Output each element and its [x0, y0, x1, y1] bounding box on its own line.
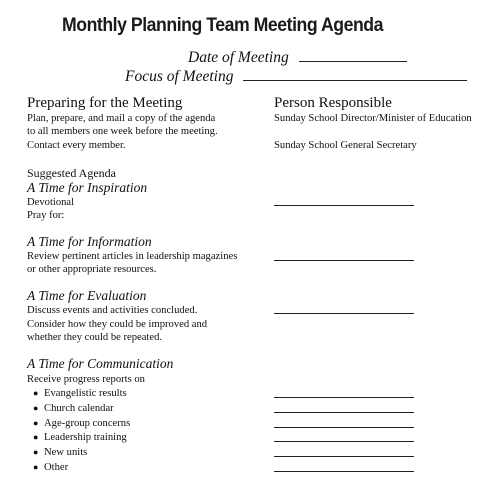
- page-title: Monthly Planning Team Meeting Agenda: [62, 15, 383, 36]
- evaluation-line-3: whether they could be repeated.: [27, 332, 163, 343]
- list-item: [33, 401, 130, 416]
- list-item: [33, 445, 130, 460]
- bullet-icon: ●: [33, 417, 39, 428]
- preparing-line-1: Plan, prepare, and mail a copy of the agenda: [27, 113, 216, 124]
- focus-of-meeting-blank: [243, 66, 467, 81]
- inspiration-line-1: Devotional: [27, 197, 75, 208]
- date-of-meeting-field: [188, 47, 407, 67]
- person-responsible-1: Sunday School Director/Minister of Education: [274, 113, 472, 124]
- information-title: A Time for Information: [27, 234, 152, 249]
- evaluation-line-2: Consider how they could be improved and: [27, 319, 208, 330]
- list-item-label: New units: [44, 447, 88, 459]
- preparing-line-3: Contact every member.: [27, 140, 126, 151]
- inspiration-title: A Time for Inspiration: [27, 180, 148, 195]
- inspiration-responsible-blank: [274, 205, 414, 206]
- communication-title: A Time for Communication: [27, 356, 174, 371]
- information-line-1: Review pertinent articles in leadership magazines: [27, 251, 238, 262]
- progress-report-list: [33, 386, 130, 475]
- church-calendar-blank: [274, 412, 414, 413]
- information-responsible-blank: [274, 260, 414, 261]
- new-units-blank: [274, 456, 414, 457]
- preparing-heading: Preparing for the Meeting: [27, 95, 183, 111]
- list-item-label: Evangelistic results: [44, 388, 127, 399]
- leadership-training-blank: [274, 441, 414, 442]
- bullet-icon: ●: [33, 461, 39, 472]
- date-of-meeting-label: Date of Meeting: [188, 49, 289, 66]
- inspiration-line-2: Pray for:: [27, 210, 65, 221]
- evaluation-line-1: Discuss events and activities concluded.: [27, 305, 198, 316]
- list-item: [33, 460, 130, 475]
- focus-of-meeting-field: [125, 66, 467, 86]
- date-of-meeting-blank: [299, 47, 407, 62]
- information-line-2: or other appropriate resources.: [27, 264, 157, 275]
- evaluation-responsible-blank: [274, 313, 414, 314]
- list-item-label: Church calendar: [44, 402, 114, 414]
- list-item: [33, 416, 130, 431]
- list-item-label: Age-group concerns: [44, 417, 131, 429]
- person-responsible-heading: Person Responsible: [274, 95, 392, 111]
- evangelistic-results-blank: [274, 397, 414, 398]
- evaluation-title: A Time for Evaluation: [27, 288, 147, 303]
- other-blank: [274, 471, 414, 472]
- preparing-line-2: to all members one week before the meeting.: [27, 126, 218, 137]
- age-group-concerns-blank: [274, 427, 414, 428]
- bullet-icon: ●: [33, 447, 39, 458]
- communication-line-1: Receive progress reports on: [27, 374, 145, 385]
- bullet-icon: ●: [33, 388, 39, 398]
- suggested-agenda-heading: Suggested Agenda: [27, 166, 116, 180]
- list-item: [33, 430, 130, 445]
- person-responsible-2: Sunday School General Secretary: [274, 140, 417, 151]
- bullet-icon: ●: [33, 402, 39, 413]
- list-item-label: Leadership training: [44, 432, 127, 444]
- bullet-icon: ●: [33, 432, 39, 443]
- list-item-label: Other: [44, 461, 69, 473]
- focus-of-meeting-label: Focus of Meeting: [125, 68, 234, 85]
- list-item: [33, 386, 130, 401]
